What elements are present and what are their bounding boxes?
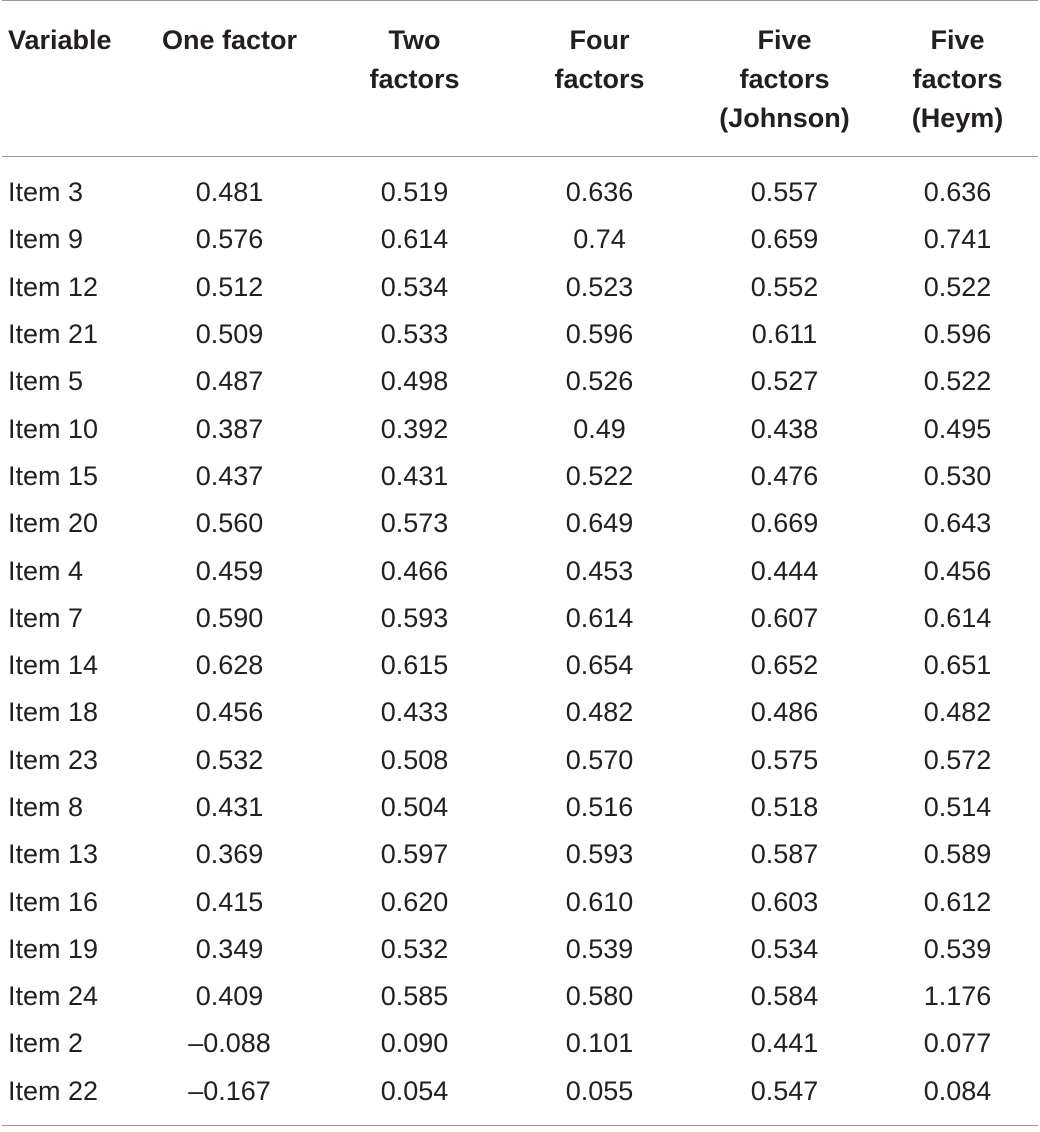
cell-one-factor: 0.532 (195, 744, 264, 775)
table-row (2, 926, 1038, 973)
cell-variable: Item 21 (8, 319, 99, 350)
table-row (2, 595, 1038, 642)
cell-variable: Item 8 (8, 792, 84, 822)
cell-one-factor: –0.167 (188, 1075, 271, 1106)
cell-variable: Item 15 (8, 460, 99, 491)
cell-four-factors: 0.596 (565, 319, 634, 350)
cell-five-factors-heym: 0.495 (923, 413, 992, 444)
cell-one-factor: 0.487 (195, 366, 264, 397)
table-row (2, 1068, 1038, 1126)
cell-four-factors: 0.453 (565, 555, 634, 586)
cell-two-factors: 0.504 (380, 792, 449, 822)
cell-variable: Item 3 (8, 177, 84, 208)
cell-four-factors: 0.516 (565, 792, 634, 822)
header-two-factors: Two factors (369, 25, 460, 94)
cell-four-factors: 0.654 (565, 650, 634, 681)
cell-five-factors-johnson: 0.527 (750, 366, 819, 397)
cell-five-factors-heym: 0.651 (923, 650, 992, 681)
cell-variable: Item 5 (8, 366, 84, 397)
cell-variable: Item 18 (8, 697, 99, 728)
cell-five-factors-johnson: 0.486 (750, 697, 819, 728)
cell-five-factors-heym: 0.456 (923, 555, 992, 586)
cell-five-factors-johnson: 0.476 (750, 460, 819, 491)
cell-variable: Item 20 (8, 508, 99, 539)
cell-five-factors-johnson: 0.557 (750, 177, 819, 208)
cell-four-factors: 0.101 (565, 1028, 634, 1059)
cell-five-factors-heym: 0.741 (923, 224, 992, 255)
cell-one-factor: 0.349 (195, 933, 264, 964)
cell-four-factors: 0.539 (565, 933, 634, 964)
cell-five-factors-johnson: 0.611 (751, 319, 818, 350)
cell-five-factors-johnson: 0.652 (750, 650, 819, 681)
cell-one-factor: 0.431 (195, 792, 264, 822)
cell-variable: Item 13 (8, 839, 99, 870)
cell-five-factors-heym: 0.514 (923, 792, 992, 822)
table-body (2, 157, 1038, 1126)
cell-two-factors: 0.620 (380, 886, 449, 917)
cell-five-factors-johnson: 0.587 (750, 839, 819, 870)
cell-five-factors-johnson: 0.518 (750, 792, 819, 822)
cell-four-factors: 0.593 (565, 839, 634, 870)
cell-four-factors: 0.523 (565, 271, 634, 302)
table-row (2, 157, 1038, 217)
cell-five-factors-johnson: 0.552 (750, 271, 819, 302)
cell-one-factor: 0.560 (195, 508, 264, 539)
cell-two-factors: 0.614 (380, 224, 449, 255)
cell-four-factors: 0.570 (565, 744, 634, 775)
cell-two-factors: 0.533 (380, 319, 449, 350)
cell-four-factors: 0.49 (573, 413, 626, 444)
cell-variable: Item 14 (8, 650, 99, 681)
cell-five-factors-heym: 1.176 (923, 981, 992, 1012)
cell-five-factors-johnson: 0.438 (750, 413, 819, 444)
cell-five-factors-johnson: 0.603 (750, 886, 819, 917)
table-row (2, 831, 1038, 878)
cell-one-factor: 0.415 (195, 886, 264, 917)
table-row (2, 405, 1038, 452)
table-row (2, 453, 1038, 500)
cell-variable: Item 19 (8, 933, 99, 964)
cell-two-factors: 0.534 (380, 271, 449, 302)
header-four-factors: Four factors (554, 25, 645, 94)
table-row (2, 500, 1038, 547)
table-header (2, 1, 1038, 157)
cell-five-factors-heym: 0.636 (923, 177, 992, 208)
table-row (2, 264, 1038, 311)
table-row (2, 358, 1038, 405)
cell-five-factors-heym: 0.612 (923, 886, 992, 917)
cell-one-factor: 0.512 (195, 271, 264, 302)
cell-five-factors-heym: 0.482 (923, 697, 992, 728)
cell-five-factors-heym: 0.614 (923, 602, 992, 633)
header-variable: Variable (8, 25, 112, 55)
cell-five-factors-heym: 0.572 (923, 744, 992, 775)
cell-variable: Item 23 (8, 744, 99, 775)
cell-five-factors-johnson: 0.444 (750, 555, 819, 586)
cell-two-factors: 0.508 (380, 744, 449, 775)
cell-variable: Item 12 (8, 271, 99, 302)
table-row (2, 642, 1038, 689)
cell-four-factors: 0.649 (565, 508, 634, 539)
cell-one-factor: 0.409 (195, 981, 264, 1012)
table-row (2, 737, 1038, 784)
cell-two-factors: 0.519 (380, 177, 449, 208)
cell-five-factors-johnson: 0.669 (750, 508, 819, 539)
cell-four-factors: 0.522 (565, 460, 634, 491)
cell-one-factor: 0.459 (195, 555, 264, 586)
table-row (2, 547, 1038, 594)
table-row (2, 689, 1038, 736)
cell-four-factors: 0.580 (565, 981, 634, 1012)
cell-two-factors: 0.615 (380, 650, 449, 681)
cell-two-factors: 0.466 (380, 555, 449, 586)
cell-four-factors: 0.526 (565, 366, 634, 397)
cell-five-factors-heym: 0.596 (923, 319, 992, 350)
cell-variable: Item 24 (8, 981, 99, 1012)
cell-one-factor: 0.481 (195, 177, 264, 208)
table-row (2, 973, 1038, 1020)
cell-four-factors: 0.610 (565, 886, 634, 917)
cell-two-factors: 0.431 (380, 460, 449, 491)
cell-five-factors-johnson: 0.659 (750, 224, 819, 255)
cell-five-factors-heym: 0.522 (923, 271, 992, 302)
cell-five-factors-heym: 0.539 (923, 933, 992, 964)
cell-four-factors: 0.636 (565, 177, 634, 208)
cell-one-factor: 0.628 (195, 650, 264, 681)
cell-five-factors-johnson: 0.607 (750, 602, 819, 633)
cell-five-factors-heym: 0.077 (923, 1028, 992, 1059)
header-one-factor: One factor (161, 25, 298, 55)
cell-variable: Item 4 (8, 555, 84, 586)
cell-variable: Item 10 (8, 413, 99, 444)
cell-two-factors: 0.392 (380, 413, 449, 444)
cell-two-factors: 0.090 (380, 1028, 449, 1059)
cell-five-factors-johnson: 0.547 (750, 1075, 819, 1106)
cell-five-factors-heym: 0.522 (923, 366, 992, 397)
cell-five-factors-heym: 0.643 (923, 508, 992, 539)
cell-one-factor: 0.509 (195, 319, 264, 350)
table-row (2, 784, 1038, 831)
table-row (2, 878, 1038, 925)
header-five-factors-johnson: Five factors (Johnson) (719, 25, 850, 133)
cell-variable: Item 7 (8, 602, 84, 633)
header-five-factors-heym: Five factors (Heym) (911, 25, 1004, 133)
cell-one-factor: 0.590 (195, 602, 264, 633)
cell-one-factor: –0.088 (188, 1028, 271, 1059)
cell-four-factors: 0.614 (565, 602, 634, 633)
cell-two-factors: 0.597 (380, 839, 449, 870)
cell-two-factors: 0.054 (380, 1075, 449, 1106)
cell-one-factor: 0.456 (195, 697, 264, 728)
cell-one-factor: 0.387 (195, 413, 264, 444)
cell-one-factor: 0.576 (195, 224, 264, 255)
cell-five-factors-heym: 0.589 (923, 839, 992, 870)
table-row (2, 1020, 1038, 1067)
cell-variable: Item 22 (8, 1075, 99, 1106)
cell-four-factors: 0.055 (565, 1075, 634, 1106)
cell-four-factors: 0.482 (565, 697, 634, 728)
cell-five-factors-johnson: 0.575 (750, 744, 819, 775)
cell-one-factor: 0.437 (195, 460, 264, 491)
cell-five-factors-johnson: 0.534 (750, 933, 819, 964)
cell-variable: Item 9 (8, 224, 84, 255)
factor-loadings-table (2, 0, 1038, 1126)
cell-one-factor: 0.369 (195, 839, 264, 870)
cell-two-factors: 0.532 (380, 933, 449, 964)
cell-four-factors: 0.74 (573, 224, 626, 255)
cell-variable: Item 2 (8, 1028, 84, 1059)
cell-five-factors-heym: 0.530 (923, 460, 992, 491)
cell-two-factors: 0.498 (380, 366, 449, 397)
cell-two-factors: 0.585 (380, 981, 449, 1012)
cell-five-factors-heym: 0.084 (923, 1075, 992, 1106)
cell-variable: Item 16 (8, 886, 99, 917)
header-row (2, 1, 1038, 157)
cell-five-factors-johnson: 0.584 (750, 981, 819, 1012)
cell-two-factors: 0.593 (380, 602, 449, 633)
cell-two-factors: 0.573 (380, 508, 449, 539)
table-row (2, 311, 1038, 358)
cell-two-factors: 0.433 (380, 697, 449, 728)
cell-five-factors-johnson: 0.441 (750, 1028, 819, 1059)
table-row (2, 216, 1038, 263)
